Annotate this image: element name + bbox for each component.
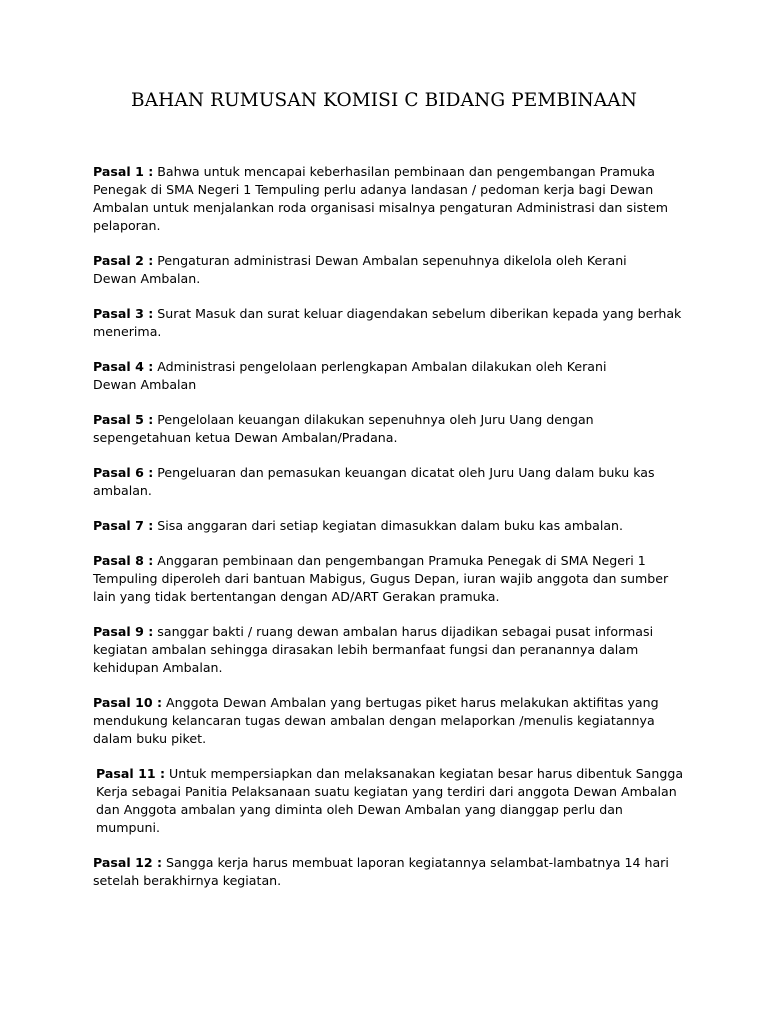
article-text: Sisa anggaran dari setiap kegiatan dimasukkan dalam buku kas ambalan. [153,518,624,533]
article-6 [93,464,683,500]
article-text: Anggaran pembinaan dan pengembangan Pramuka Penegak di SMA Negeri 1 [153,553,646,568]
article-line: kegiatan ambalan sehingga dirasakan lebih bermanfaat fungsi dan peranannya dalam [93,642,639,657]
article-line: pelaporan. [93,218,161,233]
article-line [93,252,683,270]
article-12 [93,854,683,890]
article-line [93,305,683,323]
article-text: Pengelolaan keuangan dilakukan sepenuhnya oleh Juru Uang dengan [153,412,594,427]
article-label: Pasal 7 : [93,518,154,533]
article-line: Ambalan untuk menjalankan roda organisasi misalnya pengaturan Administrasi dan sistem [93,200,668,215]
article-line [93,694,683,712]
article-text: Administrasi pengelolaan perlengkapan Ambalan dilakukan oleh Kerani [153,359,607,374]
article-line [96,765,683,783]
article-line: Dewan Ambalan [93,377,197,392]
article-line [93,411,683,429]
article-line [93,464,683,482]
article-7 [93,517,683,535]
article-text: Pengaturan administrasi Dewan Ambalan sepenuhnya dikelola oleh Kerani [153,253,627,268]
article-2 [93,252,683,288]
article-label: Pasal 11 : [96,766,166,781]
article-label: Pasal 6 : [93,465,154,480]
article-line: Tempuling diperoleh dari bantuan Mabigus, Gugus Depan, iuran wajib anggota dan sumber [93,571,669,586]
article-label: Pasal 10 : [93,695,163,710]
article-line [93,552,683,570]
article-text: Bahwa untuk mencapai keberhasilan pembinaan dan pengembangan Pramuka [153,164,655,179]
article-line [93,163,683,181]
article-text: Sangga kerja harus membuat laporan kegiatannya selambat-lambatnya 14 hari [162,855,669,870]
article-line [93,517,683,535]
article-10 [93,694,683,748]
article-label: Pasal 8 : [93,553,154,568]
article-label: Pasal 3 : [93,306,154,321]
article-label: Pasal 5 : [93,412,154,427]
article-11 [93,765,683,837]
article-8 [93,552,683,606]
article-line: lain yang tidak bertentangan dengan AD/ART Gerakan pramuka. [93,589,500,604]
article-line [93,854,683,872]
article-5 [93,411,683,447]
article-line [93,623,683,641]
article-line: sepengetahuan ketua Dewan Ambalan/Pradana. [93,430,398,445]
article-label: Pasal 9 : [93,624,154,639]
article-label: Pasal 1 : [93,164,154,179]
article-line: Penegak di SMA Negeri 1 Tempuling perlu adanya landasan / pedoman kerja bagi Dewan [93,182,654,197]
article-line: mumpuni. [96,820,160,835]
article-label: Pasal 2 : [93,253,154,268]
article-line: Dewan Ambalan. [93,271,201,286]
article-line: kehidupan Ambalan. [93,660,223,675]
article-text: Untuk mempersiapkan dan melaksanakan kegiatan besar harus dibentuk Sangga [165,766,684,781]
article-text: Pengeluaran dan pemasukan keuangan dicatat oleh Juru Uang dalam buku kas [153,465,655,480]
article-line: menerima. [93,324,162,339]
article-list [93,163,683,907]
article-9 [93,623,683,677]
article-text: Anggota Dewan Ambalan yang bertugas piket harus melakukan aktifitas yang [162,695,659,710]
article-1 [93,163,683,235]
article-text: Surat Masuk dan surat keluar diagendakan sebelum diberikan kepada yang berhak [153,306,682,321]
article-line: mendukung kelancaran tugas dewan ambalan dengan melaporkan /menulis kegiatannya [93,713,655,728]
article-line: Kerja sebagai Panitia Pelaksanaan suatu kegiatan yang terdiri dari anggota Dewan Ambalan [96,784,677,799]
article-text: sanggar bakti / ruang dewan ambalan harus dijadikan sebagai pusat informasi [153,624,654,639]
article-line: ambalan. [93,483,152,498]
article-line: dalam buku piket. [93,731,207,746]
article-label: Pasal 4 : [93,359,154,374]
article-line [93,358,683,376]
article-4 [93,358,683,394]
article-line: setelah berakhirnya kegiatan. [93,873,282,888]
document-title: BAHAN RUMUSAN KOMISI C BIDANG PEMBINAAN [130,90,638,111]
article-3 [93,305,683,341]
article-label: Pasal 12 : [93,855,163,870]
article-line: dan Anggota ambalan yang diminta oleh Dewan Ambalan yang dianggap perlu dan [96,802,623,817]
